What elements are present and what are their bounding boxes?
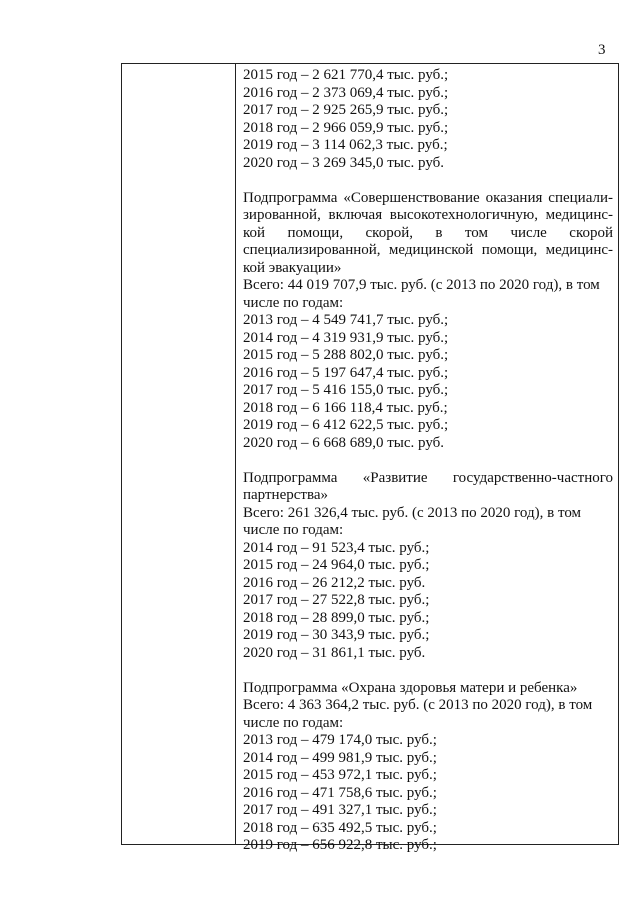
total-line: Всего: 261 326,4 тыс. руб. (с 2013 по 2020 год), в том xyxy=(243,504,582,521)
subprogram-title-line: зированной, включая высокотехнологичную, медицинс- xyxy=(243,207,613,223)
funding-block-continued xyxy=(243,67,613,172)
subprogram-title-line: Подпрограмма «Охрана здоровья матери и ребенка» xyxy=(243,679,578,696)
page-number: 3 xyxy=(598,42,606,58)
total-line: числе по годам: xyxy=(243,522,344,538)
subprogram-title-line: партнерства» xyxy=(243,487,328,503)
table-left-cell xyxy=(122,64,236,844)
subprogram-title-line: кой помощи, скорой, в том числе скорой xyxy=(243,224,613,241)
year-line: 2020 год – 6 668 689,0 тыс. руб. xyxy=(243,434,445,451)
table-right-cell xyxy=(243,67,613,872)
year-line: 2015 год – 453 972,1 тыс. руб.; xyxy=(243,767,437,783)
subprogram-block-specialized-care xyxy=(243,190,613,453)
year-line: 2018 год – 6 166 118,4 тыс. руб.; xyxy=(243,399,448,416)
total-line: числе по годам: xyxy=(243,714,344,731)
subprogram-title-line: Подпрограмма «Развитие государственно-частного xyxy=(243,469,613,486)
year-line: 2017 год – 491 327,1 тыс. руб.; xyxy=(243,802,437,818)
subprogram-title-line: кой эвакуации» xyxy=(243,259,342,276)
year-line: 2019 год – 656 922,8 тыс. руб.; xyxy=(243,837,437,853)
year-line: 2018 год – 2 966 059,9 тыс. руб.; xyxy=(243,119,449,136)
year-line: 2017 год – 2 925 265,9 тыс. руб.; xyxy=(243,102,449,118)
subprogram-block-maternal-child-health xyxy=(243,680,613,855)
year-line: 2016 год – 2 373 069,4 тыс. руб.; xyxy=(243,84,449,101)
total-line: Всего: 4 363 364,2 тыс. руб. (с 2013 по 2020 год), в том xyxy=(243,697,593,713)
year-line: 2013 год – 479 174,0 тыс. руб.; xyxy=(243,732,437,748)
year-line: 2014 год – 91 523,4 тыс. руб.; xyxy=(243,539,430,556)
year-line: 2019 год – 6 412 622,5 тыс. руб.; xyxy=(243,417,449,433)
year-line: 2019 год – 3 114 062,3 тыс. руб.; xyxy=(243,137,448,153)
year-line: 2016 год – 5 197 647,4 тыс. руб.; xyxy=(243,364,449,381)
year-line: 2016 год – 471 758,6 тыс. руб.; xyxy=(243,784,437,801)
year-line: 2019 год – 30 343,9 тыс. руб.; xyxy=(243,627,430,643)
subprogram-title-line: специализированной, медицинской помощи, медицинс- xyxy=(243,242,613,258)
year-line: 2020 год – 31 861,1 тыс. руб. xyxy=(243,644,426,661)
year-line: 2017 год – 27 522,8 тыс. руб.; xyxy=(243,592,430,608)
funding-table xyxy=(121,63,619,853)
year-line: 2018 год – 28 899,0 тыс. руб.; xyxy=(243,609,430,626)
year-line: 2020 год – 3 269 345,0 тыс. руб. xyxy=(243,154,445,171)
year-line: 2018 год – 635 492,5 тыс. руб.; xyxy=(243,819,437,836)
year-line: 2016 год – 26 212,2 тыс. руб. xyxy=(243,574,426,591)
year-line: 2013 год – 4 549 741,7 тыс. руб.; xyxy=(243,312,449,328)
total-line: числе по годам: xyxy=(243,294,344,311)
year-line: 2015 год – 24 964,0 тыс. руб.; xyxy=(243,557,430,573)
year-line: 2014 год – 499 981,9 тыс. руб.; xyxy=(243,749,437,766)
year-line: 2014 год – 4 319 931,9 тыс. руб.; xyxy=(243,329,449,346)
year-line: 2015 год – 2 621 770,4 тыс. руб.; xyxy=(243,67,449,83)
subprogram-block-public-private-partnership xyxy=(243,470,613,663)
year-line: 2017 год – 5 416 155,0 тыс. руб.; xyxy=(243,382,449,398)
subprogram-title-line: Подпрограмма «Совершенствование оказания специали- xyxy=(243,189,613,206)
year-line: 2015 год – 5 288 802,0 тыс. руб.; xyxy=(243,347,449,363)
total-line: Всего: 44 019 707,9 тыс. руб. (с 2013 по 2020 год), в том xyxy=(243,277,600,293)
